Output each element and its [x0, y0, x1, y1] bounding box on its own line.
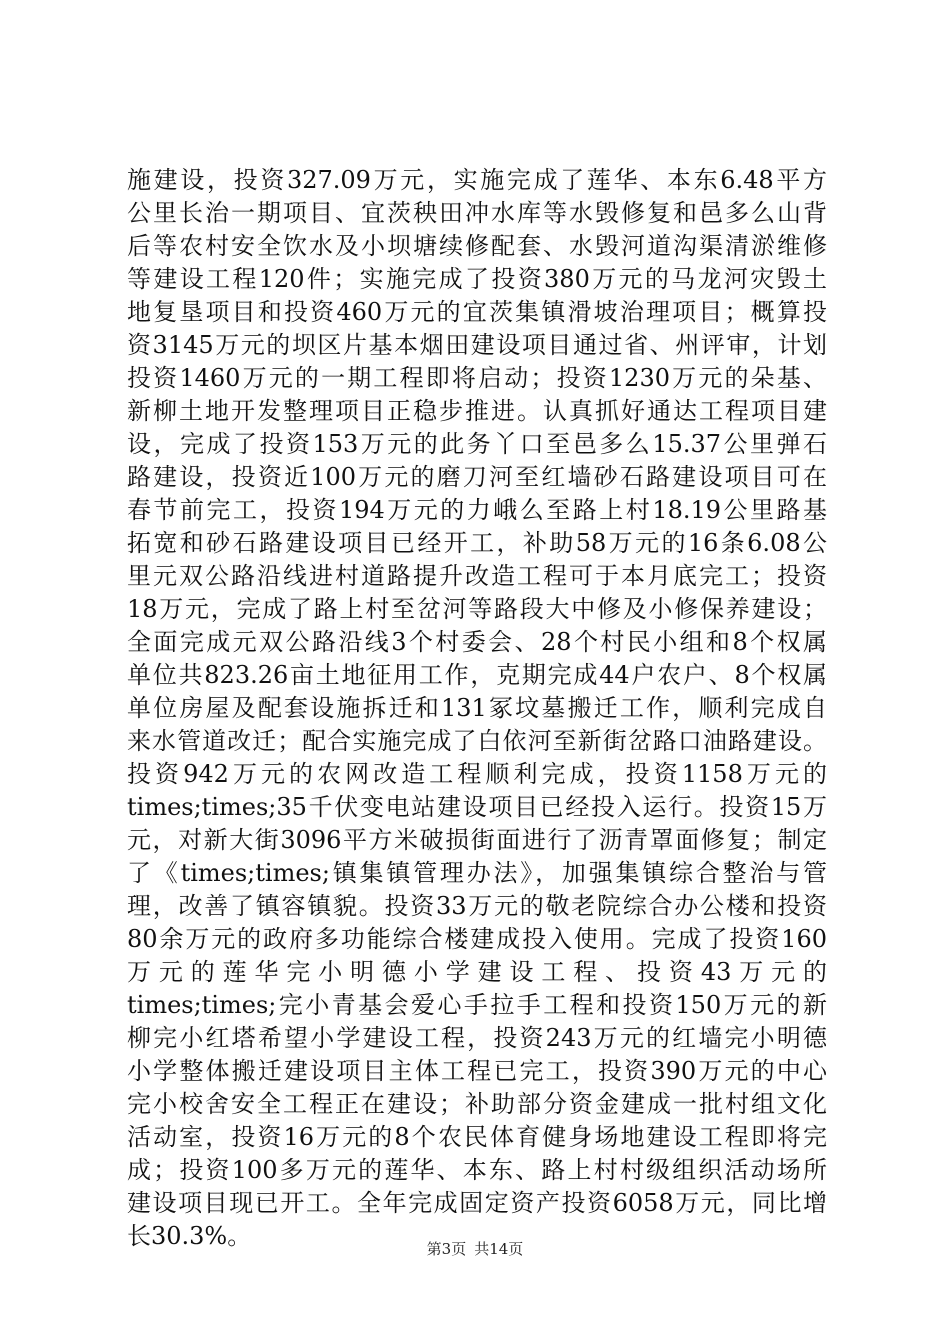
body-paragraph	[127, 164, 827, 1253]
text-line: 设，完成了投资153万元的此务丫口至邑多么15.37公里弹石	[127, 430, 827, 458]
page-total: 共14页	[474, 1240, 524, 1258]
text-line: 里元双公路沿线进村道路提升改造工程可于本月底完工；投资	[127, 562, 827, 590]
text-line: times;times;35千伏变电站建设项目已经投入运行。投资15万	[127, 793, 827, 821]
text-line: 春节前完工，投资194万元的力峨么至路上村18.19公里路基	[127, 496, 827, 524]
text-line: 万元的莲华完小明德小学建设工程、投资43万元的	[127, 958, 827, 986]
text-line: 地复垦项目和投资460万元的宜茨集镇滑坡治理项目；概算投	[127, 298, 827, 326]
text-line: 理，改善了镇容镇貌。投资33万元的敬老院综合办公楼和投资	[127, 892, 827, 920]
text-line: 新柳土地开发整理项目正稳步推进。认真抓好通达工程项目建	[127, 397, 827, 425]
page-footer	[0, 1239, 950, 1259]
text-line: 资3145万元的坝区片基本烟田建设项目通过省、州评审，计划	[127, 331, 827, 359]
text-line: 公里长治一期项目、宜茨秧田冲水库等水毁修复和邑多么山背	[127, 199, 827, 227]
text-line: 拓宽和砂石路建设项目已经开工，补助58万元的16条6.08公	[127, 529, 827, 557]
text-line: 后等农村安全饮水及小坝塘续修配套、水毁河道沟渠清淤维修	[127, 232, 827, 260]
text-line: 等建设工程120件；实施完成了投资380万元的马龙河灾毁土	[127, 265, 827, 293]
text-line: 完小校舍安全工程正在建设；补助部分资金建成一批村组文化	[127, 1090, 827, 1118]
text-line: 长30.3%。	[127, 1222, 252, 1250]
text-line: 投资1460万元的一期工程即将启动；投资1230万元的朵基、	[127, 364, 827, 392]
text-line: 全面完成元双公路沿线3个村委会、28个村民小组和8个权属	[127, 628, 827, 656]
text-line: 建设项目现已开工。全年完成固定资产投资6058万元，同比增	[127, 1189, 827, 1217]
text-line: times;times;完小青基会爱心手拉手工程和投资150万元的新	[127, 991, 827, 1019]
text-line: 单位共823.26亩土地征用工作，克期完成44户农户、8个权属	[127, 661, 827, 689]
text-line: 施建设，投资327.09万元，实施完成了莲华、本东6.48平方	[127, 166, 827, 194]
text-line: 投资942万元的农网改造工程顺利完成，投资1158万元的	[127, 760, 827, 788]
text-line: 成；投资100多万元的莲华、本东、路上村村级组织活动场所	[127, 1156, 827, 1184]
text-line: 了《times;times;镇集镇管理办法》，加强集镇综合整治与管	[127, 859, 827, 887]
text-line: 小学整体搬迁建设项目主体工程已完工，投资390万元的中心	[127, 1057, 827, 1085]
text-line: 单位房屋及配套设施拆迁和131冢坟墓搬迁工作，顺利完成自	[127, 694, 827, 722]
text-line: 柳完小红塔希望小学建设工程，投资243万元的红墙完小明德	[127, 1024, 827, 1052]
text-line: 元，对新大街3096平方米破损街面进行了沥青罩面修复；制定	[127, 826, 827, 854]
text-line: 活动室，投资16万元的8个农民体育健身场地建设工程即将完	[127, 1123, 827, 1151]
page-number: 第3页	[426, 1240, 467, 1258]
text-line: 80余万元的政府多功能综合楼建成投入使用。完成了投资160	[127, 925, 827, 953]
text-line: 18万元，完成了路上村至岔河等路段大中修及小修保养建设；	[127, 595, 827, 623]
text-line: 来水管道改迁；配合实施完成了白依河至新街岔路口油路建设。	[127, 727, 827, 755]
text-line: 路建设，投资近100万元的磨刀河至红墙砂石路建设项目可在	[127, 463, 827, 491]
